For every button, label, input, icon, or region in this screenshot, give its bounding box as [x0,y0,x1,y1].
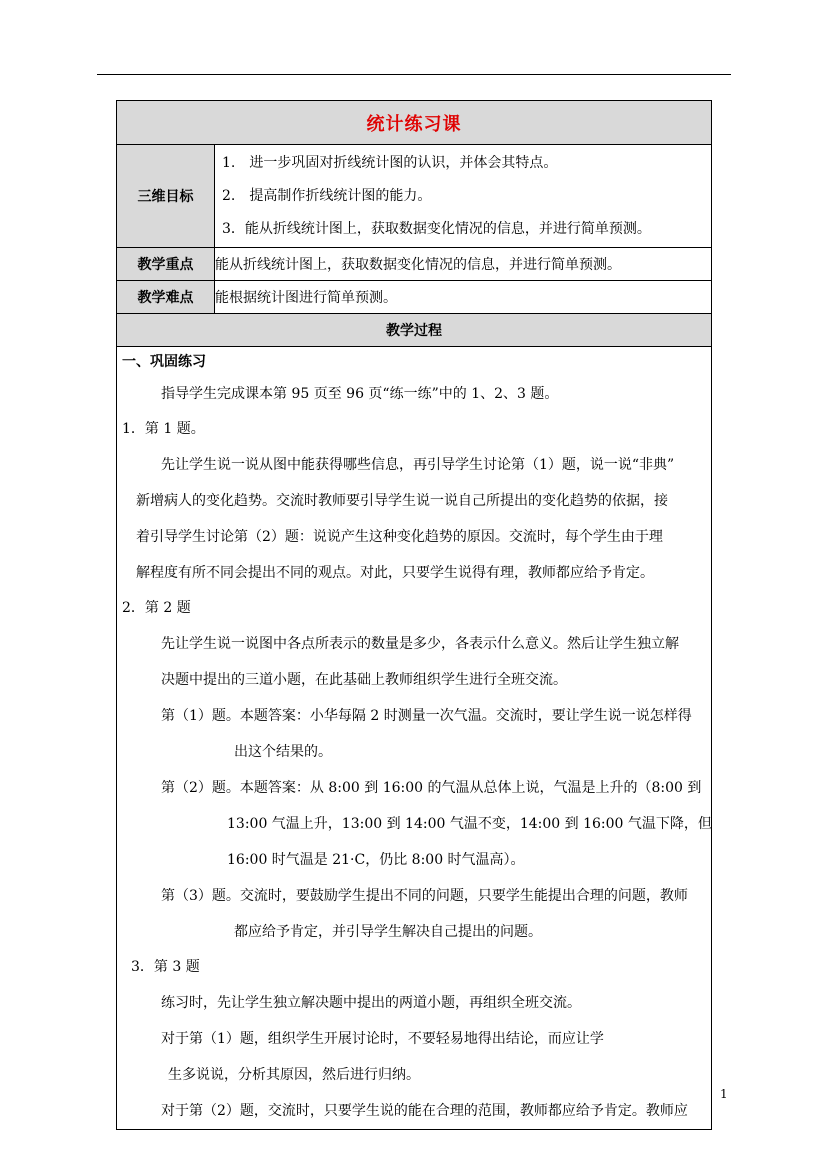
text-line: 新增病人的变化趋势。交流时教师要引导学生说一说自己所提出的变化趋势的依据，接 [136,493,668,509]
question-2-title: 2．第 2 题 [122,600,191,616]
question-1-title: 1．第 1 题。 [122,421,205,437]
text-line: 决题中提出的三道小题，在此基础上教师组织学生进行全班交流。 [161,672,567,688]
text-line: 着引导学生讨论第（2）题：说说产生这种变化趋势的原因。交流时，每个学生由于理 [136,529,663,545]
process-heading-row [117,314,712,347]
text-line: 练习时，先让学生独立解决题中提出的两道小题，再组织全班交流。 [161,995,581,1011]
text-line: 先让学生说一说图中各点所表示的数量是多少，各表示什么意义。然后让学生独立解 [161,636,679,652]
difficulty-text: 能根据统计图进行简单预测。 [215,281,712,314]
text-line: 第（1）题。本题答案：小华每隔 2 时测量一次气温。交流时，要让学生说一说怎样得 [161,708,692,724]
text-line: 第（2）题。本题答案：从 8:00 到 16:00 的气温从总体上说，气温是上升的（8:00 到 [161,780,702,796]
page-number: 1 [720,1087,728,1101]
goals-row [117,145,712,248]
lesson-plan-table [116,100,712,1130]
key-point-row [117,248,712,281]
page-title: 统计练习课 [117,101,712,145]
goals-cell [215,145,712,248]
question-2-text [117,626,711,698]
question-2-sub-1 [117,698,711,770]
text-line: 先让学生说一说从图中能获得哪些信息，再引导学生讨论第（1）题，说一说“非典” [161,457,675,473]
text-line: 对于第（1）题，组织学生开展讨论时，不要轻易地得出结论，而应让学 [161,1031,604,1047]
text-line: 对于第（2）题，交流时，只要学生说的能在合理的范围，教师都应给予肯定。教师应 [161,1103,688,1119]
goal-item: 1. 进一步巩固对折线统计图的认识，并体会其特点。 [222,155,558,171]
key-point-label: 教学重点 [117,248,215,281]
question-2-sub-2 [117,770,711,878]
header-rule [97,74,731,75]
text-line: 解程度有所不同会提出不同的观点。对此，只要学生说得有理，教师都应给予肯定。 [136,565,654,581]
process-body [117,347,712,1130]
goals-label: 三维目标 [117,145,215,248]
text-line: 都应给予肯定，并引导学生解决自己提出的问题。 [234,924,542,940]
text-line: 出这个结果的。 [234,744,332,760]
text-line: 第（3）题。交流时，要鼓励学生提出不同的问题，只要学生能提出合理的问题，教师 [161,888,688,904]
key-point-text: 能从折线统计图上，获取数据变化情况的信息，并进行简单预测。 [215,248,712,281]
question-3-title: 3．第 3 题 [131,959,200,975]
difficulty-label: 教学难点 [117,281,215,314]
process-heading: 教学过程 [117,314,712,347]
text-line: 16:00 时气温是 21·C，仍比 8:00 时气温高）。 [227,852,525,868]
goal-item: 3．能从折线统计图上，获取数据变化情况的信息，并进行简单预测。 [222,221,651,237]
difficulty-row [117,281,712,314]
question-2-sub-3 [117,878,711,950]
question-1-text [117,447,711,591]
goal-item: 2. 提高制作折线统计图的能力。 [222,188,432,204]
section-title: 一、巩固练习 [122,354,206,370]
intro-text: 指导学生完成课本第 95 页至 96 页“练一练”中的 1、2、3 题。 [161,386,559,402]
text-line: 生多说说，分析其原因，然后进行归纳。 [168,1067,420,1083]
question-3-text [117,985,711,1129]
process-body-row [117,347,712,1130]
title-row [117,101,712,145]
text-line: 13:00 气温上升，13:00 到 14:00 气温不变，14:00 到 16:00 气温下降，但 [227,816,712,832]
